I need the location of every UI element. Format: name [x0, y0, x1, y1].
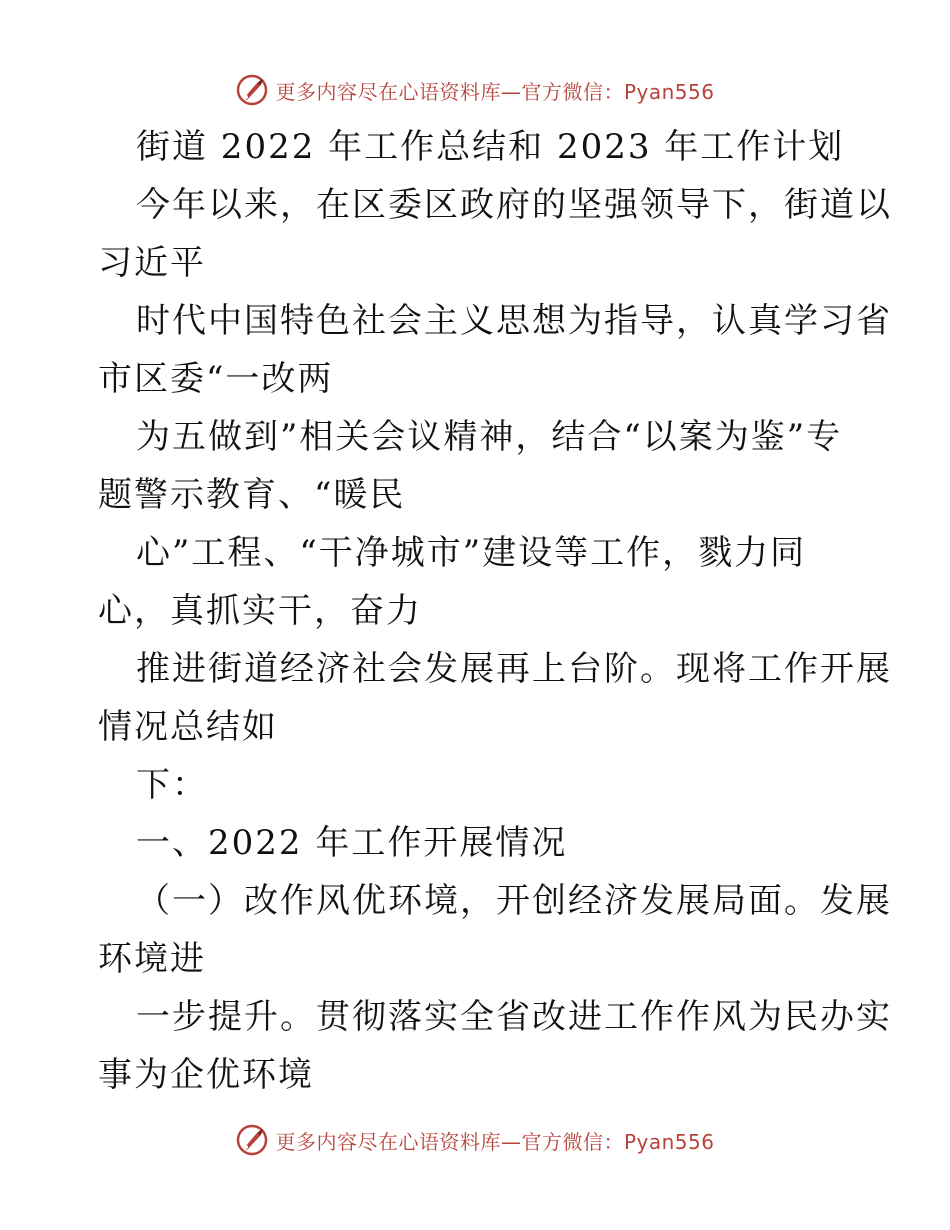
paragraph-line: 习近平 — [98, 243, 206, 283]
document-body — [98, 118, 892, 1104]
paragraph-line: 为五做到”相关会议精神，结合“以案为鉴”专 — [136, 417, 843, 457]
section-heading: 一、2022 年工作开展情况 — [136, 823, 568, 863]
paragraph-line: 心，真抓实干，奋力 — [98, 591, 422, 631]
paragraph-line: 一步提升。贯彻落实全省改进工作作风为民办实 — [136, 997, 892, 1037]
header-watermark — [0, 70, 950, 110]
paragraph-line: 下： — [136, 765, 208, 805]
footer-watermark-text: 更多内容尽在心语资料库—官方微信：Pyan556 — [275, 1129, 715, 1154]
footer-watermark — [0, 1120, 950, 1160]
paragraph-line: 事为企优环境 — [98, 1055, 314, 1095]
paragraph-line: 推进街道经济社会发展再上台阶。现将工作开展 — [136, 649, 892, 689]
paragraph-line: 情况总结如 — [98, 707, 278, 747]
paragraph-line: 市区委“一改两 — [98, 359, 334, 399]
document-title: 街道 2022 年工作总结和 2023 年工作计划 — [136, 127, 845, 167]
paragraph-line: 时代中国特色社会主义思想为指导，认真学习省 — [136, 301, 892, 341]
header-watermark-text: 更多内容尽在心语资料库—官方微信：Pyan556 — [275, 79, 715, 104]
paragraph-line: 环境进 — [98, 939, 206, 979]
paragraph-line: （一）改作风优环境，开创经济发展局面。发展 — [136, 881, 892, 921]
quill-pen-logo-icon — [235, 73, 269, 107]
quill-pen-logo-icon — [235, 1123, 269, 1157]
paragraph-line: 题警示教育、“暖民 — [98, 475, 406, 515]
paragraph-line: 心”工程、“干净城市”建设等工作，戮力同 — [136, 533, 807, 573]
paragraph-line: 今年以来，在区委区政府的坚强领导下，街道以 — [136, 185, 892, 225]
